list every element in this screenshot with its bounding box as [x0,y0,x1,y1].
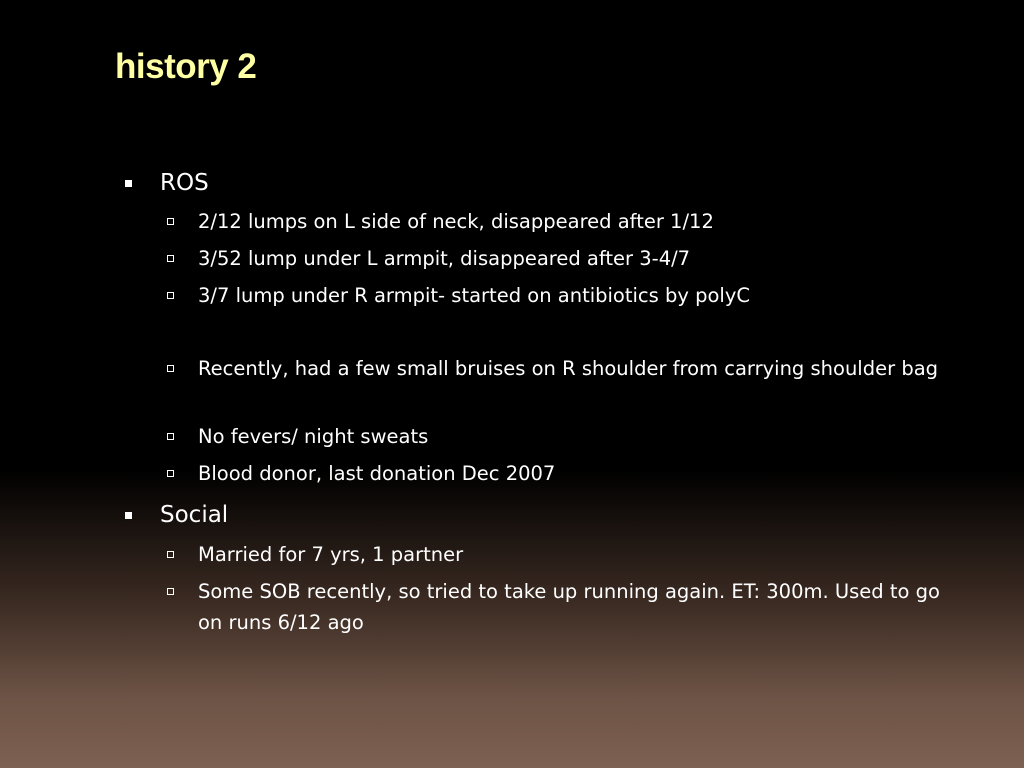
section-ros [160,170,209,196]
list-item [198,206,968,237]
list-item [198,421,968,452]
hollow-square-bullet-icon [167,588,174,595]
list-item-text: Some SOB recently, so tried to take up running again. ET: 300m. Used to go on runs 6/12 ago [198,580,940,634]
square-bullet-icon [125,512,132,519]
list-item [198,280,968,311]
hollow-square-bullet-icon [167,551,174,558]
hollow-square-bullet-icon [167,365,174,372]
list-item [198,458,968,489]
list-item [198,576,968,638]
hollow-square-bullet-icon [167,292,174,299]
list-item [198,353,968,384]
list-item [198,243,968,274]
hollow-square-bullet-icon [167,255,174,262]
slide-title: history 2 [115,47,257,86]
list-item [198,539,968,570]
section-heading: Social [160,502,229,528]
section-heading: ROS [160,170,209,196]
hollow-square-bullet-icon [167,470,174,477]
hollow-square-bullet-icon [167,218,174,225]
section-social [160,502,228,528]
list-item-text: 3/52 lump under L armpit, disappeared after 3-4/7 [198,247,691,270]
square-bullet-icon [125,180,132,187]
list-item-text: No fevers/ night sweats [198,425,429,448]
list-item-text: Blood donor, last donation Dec 2007 [198,462,556,485]
list-item-text: Recently, had a few small bruises on R shoulder from carrying shoulder bag [198,357,939,380]
list-item-text: 3/7 lump under R armpit- started on antibiotics by polyC [198,284,750,307]
list-item-text: 2/12 lumps on L side of neck, disappeared after 1/12 [198,210,714,233]
hollow-square-bullet-icon [167,433,174,440]
list-item-text: Married for 7 yrs, 1 partner [198,543,464,566]
